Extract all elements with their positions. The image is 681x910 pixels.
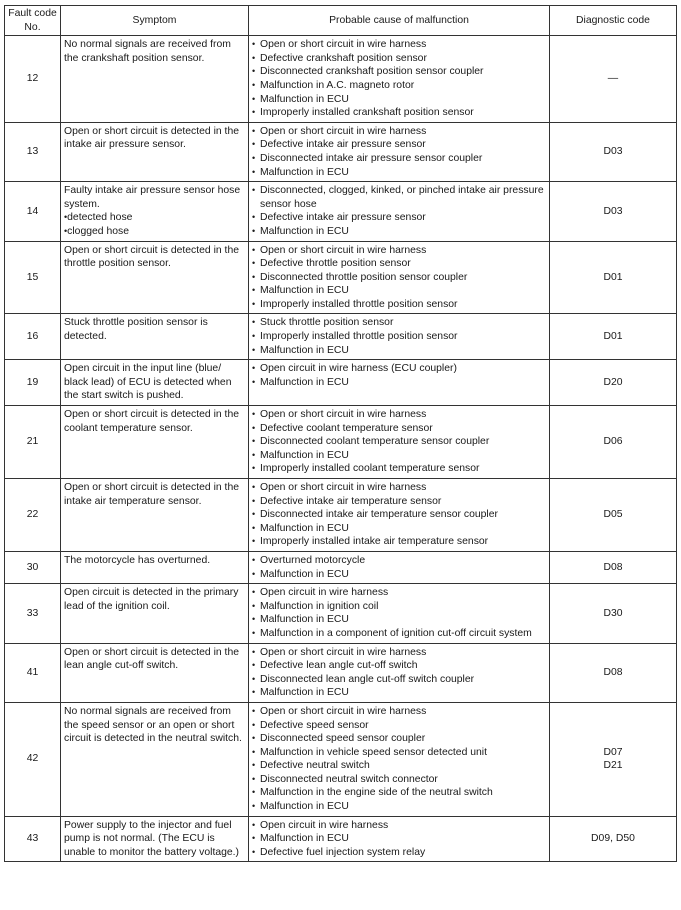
table-row: [5, 406, 677, 479]
cause-item: • Defective crankshaft position sensor: [252, 52, 546, 66]
fault-code-cell: 33: [5, 584, 61, 643]
fault-code-cell: 41: [5, 643, 61, 702]
cause-item: • Improperly installed intake air temperature sensor: [252, 535, 546, 549]
cause-item: • Defective coolant temperature sensor: [252, 422, 546, 436]
cause-item: • Open circuit in wire harness: [252, 586, 546, 600]
symptom-text: Faulty intake air pressure sensor hose system.: [64, 185, 241, 210]
fault-code-cell: 21: [5, 406, 61, 479]
cause-item: • Malfunction in A.C. magneto rotor: [252, 79, 546, 93]
fault-code-cell: 14: [5, 182, 61, 241]
diagnostic-code-cell: [550, 816, 677, 862]
diagnostic-code: D03: [603, 205, 623, 217]
symptom-cell: [61, 551, 249, 583]
symptom-cell: [61, 36, 249, 123]
fault-code-table: [4, 5, 677, 862]
fault-code-cell: 16: [5, 314, 61, 360]
diagnostic-code: —: [607, 73, 619, 85]
symptom-cell: [61, 643, 249, 702]
cause-item: • Defective intake air pressure sensor: [252, 138, 546, 152]
cause-item: • Disconnected throttle position sensor coupler: [252, 271, 546, 285]
symptom-text: Open or short circuit is detected in the intake air temperature sensor.: [64, 482, 239, 507]
table-row: [5, 360, 677, 406]
cause-cell: [249, 479, 550, 552]
symptom-text: Stuck throttle position sensor is detected.: [64, 317, 208, 343]
cause-item: • Disconnected intake air temperature sensor coupler: [252, 508, 546, 522]
cause-item: • Malfunction in the engine side of the neutral switch: [252, 786, 546, 800]
diagnostic-code: D01: [603, 271, 623, 283]
cause-item: • Defective lean angle cut-off switch: [252, 659, 546, 673]
table-row: [5, 702, 677, 816]
cause-list: [252, 705, 546, 814]
diagnostic-code-cell: [550, 241, 677, 314]
cause-item: • Malfunction in vehicle speed sensor detected unit: [252, 746, 546, 760]
cause-item: • Open or short circuit in wire harness: [252, 481, 546, 495]
cause-item: • Defective intake air temperature sensor: [252, 495, 546, 509]
cause-item: • Malfunction in ECU: [252, 800, 546, 814]
cause-item: • Disconnected crankshaft position sensor coupler: [252, 65, 546, 79]
cause-item: • Malfunction in ECU: [252, 344, 546, 358]
cause-item: • Malfunction in ECU: [252, 832, 546, 846]
table-header: [5, 6, 677, 36]
fault-code-cell: 12: [5, 36, 61, 123]
symptom-cell: [61, 406, 249, 479]
cause-cell: [249, 241, 550, 314]
cause-item: • Improperly installed crankshaft position sensor: [252, 106, 546, 120]
diagnostic-code: D08: [603, 666, 623, 678]
cause-list: [252, 125, 546, 179]
symptom-cell: [61, 816, 249, 862]
header-probable-cause: Probable cause of malfunction: [249, 6, 550, 36]
cause-item: • Open circuit in wire harness: [252, 819, 546, 833]
cause-cell: [249, 360, 550, 406]
cause-list: [252, 586, 546, 640]
cause-item: • Malfunction in ECU: [252, 376, 546, 390]
symptom-cell: [61, 360, 249, 406]
diagnostic-code-cell: [550, 314, 677, 360]
symptom-text: Open circuit in the input line (blue/ black lead) of ECU is detected when the start switch is pushed.: [64, 363, 232, 402]
cause-item: • Overturned motorcycle: [252, 554, 546, 568]
symptom-cell: [61, 702, 249, 816]
table-row: [5, 36, 677, 123]
cause-list: [252, 38, 546, 120]
diagnostic-code-cell: [550, 36, 677, 123]
diagnostic-code-cell: [550, 122, 677, 181]
symptom-subitem: • detected hose: [64, 211, 245, 225]
cause-item: • Malfunction in ECU: [252, 568, 546, 582]
diagnostic-code-cell: [550, 551, 677, 583]
cause-list: [252, 362, 546, 389]
symptom-cell: [61, 182, 249, 241]
symptom-cell: [61, 241, 249, 314]
symptom-text: Open or short circuit is detected in the throttle position sensor.: [64, 244, 239, 270]
header-symptom: Symptom: [61, 6, 249, 36]
cause-item: • Improperly installed coolant temperature sensor: [252, 462, 546, 476]
cause-item: • Malfunction in ECU: [252, 613, 546, 627]
cause-cell: [249, 182, 550, 241]
fault-code-cell: 22: [5, 479, 61, 552]
fault-code-cell: 42: [5, 702, 61, 816]
symptom-cell: [61, 479, 249, 552]
diagnostic-code-cell: [550, 584, 677, 643]
cause-item: • Defective intake air pressure sensor: [252, 211, 546, 225]
cause-item: • Open or short circuit in wire harness: [252, 646, 546, 660]
symptom-subitem: • clogged hose: [64, 225, 245, 239]
diagnostic-code-cell: [550, 643, 677, 702]
cause-cell: [249, 643, 550, 702]
cause-list: [252, 819, 546, 860]
cause-cell: [249, 702, 550, 816]
symptom-text: Open or short circuit is detected in the coolant temperature sensor.: [64, 409, 239, 434]
symptom-cell: [61, 584, 249, 643]
cause-list: [252, 554, 546, 581]
diagnostic-code-cell: [550, 182, 677, 241]
cause-item: • Open or short circuit in wire harness: [252, 705, 546, 719]
cause-item: • Improperly installed throttle position sensor: [252, 298, 546, 312]
symptom-text: The motorcycle has overturned.: [64, 554, 211, 566]
cause-item: • Malfunction in ECU: [252, 522, 546, 536]
symptom-text: Open or short circuit is detected in the intake air pressure sensor.: [64, 125, 239, 151]
fault-code-cell: 30: [5, 551, 61, 583]
cause-item: • Stuck throttle position sensor: [252, 316, 546, 330]
fault-code-cell: 15: [5, 241, 61, 314]
table-row: [5, 241, 677, 314]
cause-cell: [249, 36, 550, 123]
cause-item: • Malfunction in ECU: [252, 93, 546, 107]
table-row: [5, 314, 677, 360]
symptom-text: Open circuit is detected in the primary lead of the ignition coil.: [64, 587, 239, 612]
cause-cell: [249, 406, 550, 479]
diagnostic-code: D07: [603, 746, 623, 758]
diagnostic-code: D09, D50: [591, 833, 635, 845]
table-body: [5, 36, 677, 862]
cause-item: • Disconnected speed sensor coupler: [252, 732, 546, 746]
diagnostic-code: D21: [603, 760, 623, 772]
cause-list: [252, 481, 546, 549]
cause-item: • Disconnected intake air pressure sensor coupler: [252, 152, 546, 166]
cause-item: • Open or short circuit in wire harness: [252, 38, 546, 52]
diagnostic-code-cell: [550, 406, 677, 479]
diagnostic-code: D30: [603, 607, 623, 619]
cause-cell: [249, 122, 550, 181]
cause-item: • Disconnected, clogged, kinked, or pinched intake air pressure sensor hose: [252, 184, 546, 211]
symptom-cell: [61, 122, 249, 181]
diagnostic-code: D20: [603, 376, 623, 388]
cause-item: • Disconnected coolant temperature sensor coupler: [252, 435, 546, 449]
table-row: [5, 643, 677, 702]
diagnostic-code-cell: [550, 360, 677, 406]
header-fault-code: Fault code No.: [5, 6, 61, 36]
cause-cell: [249, 584, 550, 643]
cause-item: • Malfunction in ECU: [252, 284, 546, 298]
table-row: [5, 122, 677, 181]
cause-item: • Disconnected lean angle cut-off switch coupler: [252, 673, 546, 687]
diagnostic-code: D05: [603, 509, 623, 521]
cause-list: [252, 184, 546, 238]
table-row: [5, 551, 677, 583]
symptom-text: No normal signals are received from the crankshaft position sensor.: [64, 39, 231, 64]
cause-item: • Defective throttle position sensor: [252, 257, 546, 271]
cause-item: • Malfunction in ECU: [252, 449, 546, 463]
table-row: [5, 816, 677, 862]
table-row: [5, 584, 677, 643]
cause-list: [252, 646, 546, 700]
cause-cell: [249, 314, 550, 360]
cause-cell: [249, 816, 550, 862]
diagnostic-code: D03: [603, 146, 623, 158]
diagnostic-code: D06: [603, 436, 623, 448]
table-row: [5, 479, 677, 552]
diagnostic-code: D01: [603, 331, 623, 343]
symptom-text: No normal signals are received from the speed sensor or an open or short circuit is detected in the neutral switch.: [64, 705, 242, 745]
cause-item: • Defective fuel injection system relay: [252, 846, 546, 860]
cause-item: • Open or short circuit in wire harness: [252, 244, 546, 258]
symptom-cell: [61, 314, 249, 360]
cause-item: • Malfunction in a component of ignition cut-off circuit system: [252, 627, 546, 641]
cause-item: • Improperly installed throttle position sensor: [252, 330, 546, 344]
cause-item: • Open circuit in wire harness (ECU coupler): [252, 362, 546, 376]
cause-item: • Open or short circuit in wire harness: [252, 408, 546, 422]
cause-item: • Disconnected neutral switch connector: [252, 773, 546, 787]
fault-code-cell: 43: [5, 816, 61, 862]
fault-code-cell: 19: [5, 360, 61, 406]
diagnostic-code-cell: [550, 702, 677, 816]
cause-list: [252, 316, 546, 357]
symptom-text: Power supply to the injector and fuel pump is not normal. (The ECU is unable to monitor the battery voltage.): [64, 819, 240, 858]
symptom-text: Open or short circuit is detected in the lean angle cut-off switch.: [64, 646, 239, 672]
diagnostic-code-cell: [550, 479, 677, 552]
cause-cell: [249, 551, 550, 583]
header-diagnostic-code: Diagnostic code: [550, 6, 677, 36]
cause-item: • Defective neutral switch: [252, 759, 546, 773]
cause-item: • Defective speed sensor: [252, 719, 546, 733]
cause-item: • Open or short circuit in wire harness: [252, 125, 546, 139]
cause-list: [252, 408, 546, 476]
table-row: [5, 182, 677, 241]
cause-item: • Malfunction in ECU: [252, 686, 546, 700]
cause-item: • Malfunction in ECU: [252, 225, 546, 239]
cause-item: • Malfunction in ignition coil: [252, 600, 546, 614]
fault-code-cell: 13: [5, 122, 61, 181]
cause-item: • Malfunction in ECU: [252, 166, 546, 180]
cause-list: [252, 244, 546, 312]
diagnostic-code: D08: [603, 561, 623, 573]
